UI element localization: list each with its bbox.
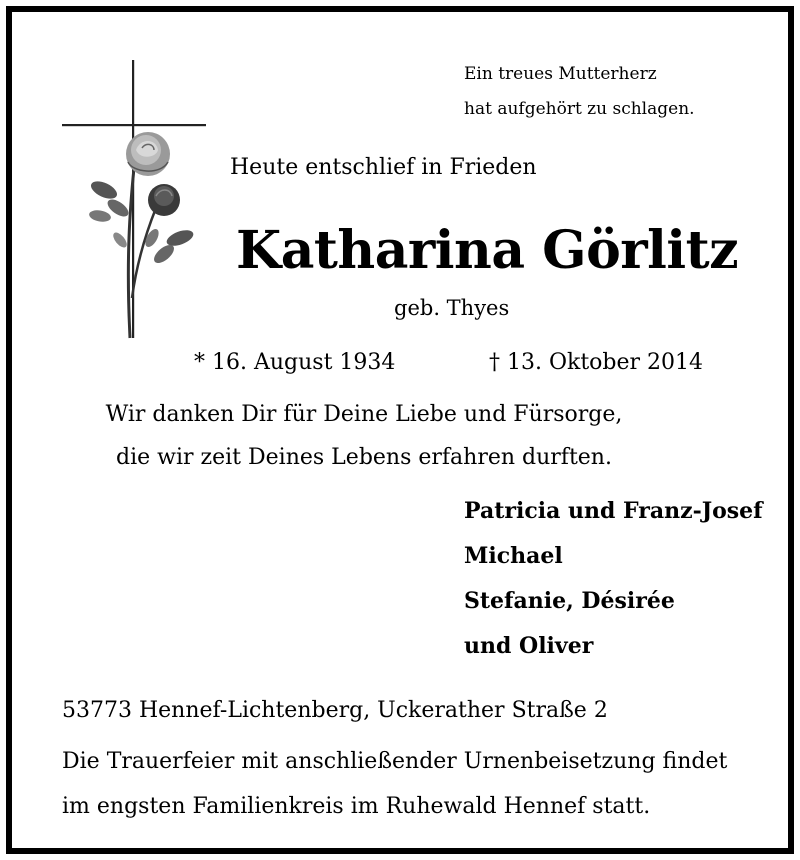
service-line-2: im engsten Familienkreis im Ruhewald Hennef statt.	[62, 794, 651, 819]
maiden-name: geb. Thyes	[394, 296, 510, 320]
address: 53773 Hennef-Lichtenberg, Uckerather Straße 2	[62, 698, 608, 723]
quote-line-2: hat aufgehört zu schlagen.	[464, 99, 695, 119]
family-line: Patricia und Franz-Josef	[464, 498, 763, 524]
family-line: Stefanie, Désirée	[464, 588, 675, 614]
family-line: Michael	[464, 543, 563, 569]
service-line-1: Die Trauerfeier mit anschließender Urnenbeisetzung findet	[62, 749, 728, 774]
family-line: und Oliver	[464, 633, 594, 659]
quote-line-1: Ein treues Mutterherz	[464, 64, 657, 84]
death-date: † 13. Oktober 2014	[489, 350, 704, 375]
deceased-name: Katharina Görlitz	[236, 220, 739, 281]
obituary-notice	[6, 6, 794, 854]
birth-date: * 16. August 1934	[194, 350, 396, 375]
cross-with-roses-icon	[60, 58, 210, 348]
thanks-line-1: Wir danken Dir für Deine Liebe und Fürsorge,	[105, 402, 623, 427]
intro-text: Heute entschlief in Frieden	[230, 155, 537, 180]
thanks-line-2: die wir zeit Deines Lebens erfahren durften.	[116, 445, 612, 470]
